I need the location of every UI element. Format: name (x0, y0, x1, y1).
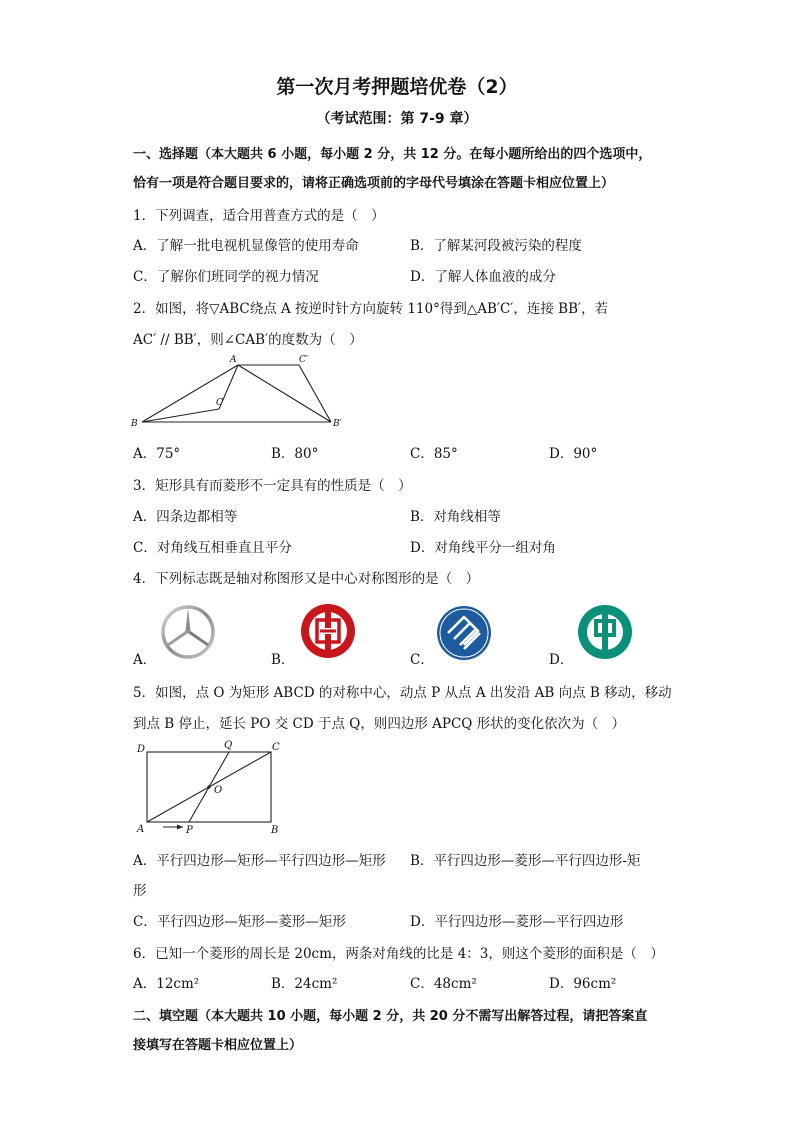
q3-option-a[interactable]: A．四条边都相等 (133, 509, 238, 525)
q6-option-d[interactable]: D．96cm² (549, 976, 617, 992)
q2-label-b: B (131, 419, 138, 429)
q6-option-a[interactable]: A．12cm² (133, 976, 200, 992)
q5-option-b[interactable]: B．平行四边形—菱形—平行四边形-矩 (410, 853, 641, 869)
q2-option-b[interactable]: B．80° (271, 446, 319, 462)
q2-stem-line2: AC′ // BB′，则∠CAB′的度数为（ ） (133, 332, 363, 348)
q2-option-a[interactable]: A．75° (133, 446, 181, 462)
section-2-heading-line1: 二、填空题（本大题共 10 小题，每小题 2 分，共 20 分不需写出解答过程，请把答案直 (133, 1009, 648, 1024)
q5-option-c[interactable]: C．平行四边形—矩形—菱形—矩形 (133, 914, 346, 930)
q5-label-a: A (137, 824, 145, 835)
page-title: 第一次月考押题培优卷（2） (276, 76, 518, 98)
mercedes-logo-icon (158, 602, 218, 662)
q2-label-c-prime: C′ (299, 355, 308, 365)
q6-stem: 6．已知一个菱形的周长是 20cm，两条对角线的比是 4：3，则这个菱形的面积是（ ） (133, 946, 664, 962)
q2-option-d[interactable]: D．90° (549, 446, 598, 462)
q1-option-b[interactable]: B．了解某河段被污染的程度 (410, 238, 582, 254)
q2-option-c[interactable]: C．85° (410, 446, 458, 462)
q5-stem-line1: 5．如图，点 O 为矩形 ABCD 的对称中心，动点 P 从点 A 出发沿 AB 向点 B 移动，移动 (133, 685, 672, 701)
q5-label-d: D (137, 744, 146, 755)
q4-option-a[interactable]: A． (133, 652, 157, 668)
q1-option-a[interactable]: A．了解一批电视机显像管的使用寿命 (133, 238, 359, 254)
q5-option-b-continued: 形 (133, 883, 147, 899)
q5-label-c: C (272, 742, 280, 753)
icbc-logo-icon (298, 601, 358, 661)
q5-stem-line2: 到点 B 停止，延长 PO 交 CD 于点 Q，则四边形 APCQ 形状的变化依次为（ ） (133, 716, 626, 732)
q5-option-d[interactable]: D．平行四边形—菱形—平行四边形 (410, 914, 624, 930)
q3-option-c[interactable]: C．对角线互相垂直且平分 (133, 540, 292, 556)
q2-stem-line1: 2．如图，将▽ABC绕点 A 按逆时针方向旋转 110°得到△AB′C′，连接 BB′，若 (133, 301, 609, 317)
exam-scope: （考试范围：第 7-9 章） (316, 111, 478, 127)
q4-stem: 4．下列标志既是轴对称图形又是中心对称图形的是（ ） (133, 571, 480, 587)
q5-label-b: B (271, 825, 279, 836)
q3-stem: 3．矩形具有而菱形不一定具有的性质是（ ） (133, 478, 412, 494)
section-1-heading-line1: 一、选择题（本大题共 6 小题，每小题 2 分，共 12 分。在每小题所给出的四个选项中， (133, 147, 652, 162)
q2-label-b-prime: B′ (333, 419, 342, 429)
q1-option-c[interactable]: C．了解你们班同学的视力情况 (133, 269, 319, 285)
q5-label-o: O (214, 785, 223, 796)
q4-option-c[interactable]: C． (410, 652, 434, 668)
q5-label-q: Q (224, 740, 233, 751)
q6-option-c[interactable]: C．48cm² (410, 976, 477, 992)
q1-stem: 1．下列调查，适合用普查方式的是（ ） (133, 208, 385, 224)
q6-option-b[interactable]: B．24cm² (271, 976, 338, 992)
q1-option-d[interactable]: D．了解人体血液的成分 (410, 269, 556, 285)
section-2-heading-line2: 接填写在答题卡相应位置上） (133, 1038, 303, 1053)
q4-option-d[interactable]: D． (549, 652, 574, 668)
q2-label-c: C (216, 398, 223, 408)
q5-option-a[interactable]: A．平行四边形—矩形—平行四边形—矩形 (133, 853, 386, 869)
section-1-heading-line2: 恰有一项是符合题目要求的，请将正确选项前的字母代号填涂在答题卡相应位置上） (133, 176, 615, 191)
q5-rectangle-figure (133, 738, 293, 838)
q3-option-d[interactable]: D．对角线平分一组对角 (410, 540, 556, 556)
q3-option-b[interactable]: B．对角线相等 (410, 509, 501, 525)
abc-bank-logo-icon (575, 602, 635, 662)
china-mobile-logo-icon (434, 603, 494, 663)
q4-option-b[interactable]: B． (271, 652, 295, 668)
q2-label-a: A (230, 355, 237, 365)
q2-rotation-figure (128, 352, 358, 432)
q5-label-p: P (186, 825, 193, 836)
